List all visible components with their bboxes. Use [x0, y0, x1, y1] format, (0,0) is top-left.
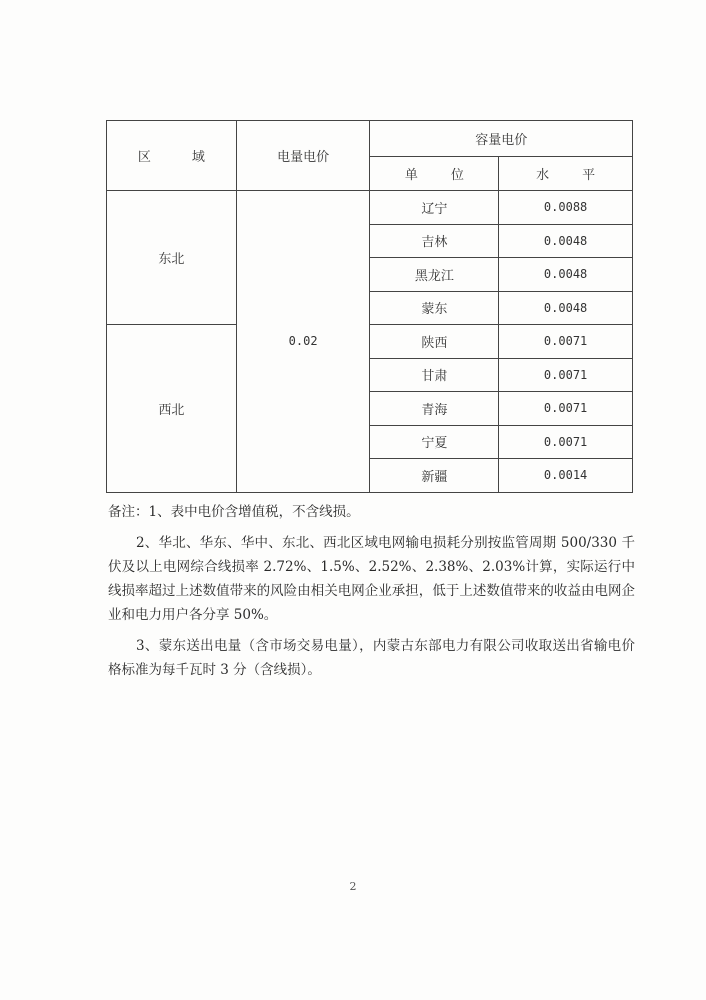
level-cell: 0.0071 — [499, 358, 633, 392]
region-cell-northwest: 西北 — [107, 325, 237, 493]
level-cell: 0.0048 — [499, 258, 633, 292]
page-number: 2 — [349, 880, 357, 893]
energy-price-cell: 0.02 — [236, 191, 370, 493]
header-unit: 单 位 — [370, 157, 499, 191]
level-cell: 0.0071 — [499, 325, 633, 359]
header-energy-price: 电量电价 — [236, 121, 370, 191]
level-cell: 0.0088 — [499, 191, 633, 225]
unit-cell: 陕西 — [370, 325, 499, 359]
level-cell: 0.0071 — [499, 425, 633, 459]
unit-cell: 吉林 — [370, 224, 499, 258]
unit-cell: 甘肃 — [370, 358, 499, 392]
level-cell: 0.0014 — [499, 459, 633, 493]
unit-cell: 蒙东 — [370, 291, 499, 325]
note-3: 3、蒙东送出电量（含市场交易电量），内蒙古东部电力有限公司收取送出省输电价格标准为每千瓦时 3 分（含线损）。 — [108, 638, 635, 678]
unit-cell: 辽宁 — [370, 191, 499, 225]
level-cell: 0.0048 — [499, 224, 633, 258]
unit-cell: 黑龙江 — [370, 258, 499, 292]
unit-cell: 青海 — [370, 392, 499, 426]
header-level: 水 平 — [499, 157, 633, 191]
unit-cell: 新疆 — [370, 459, 499, 493]
unit-cell: 宁夏 — [370, 425, 499, 459]
tariff-table — [106, 120, 633, 493]
notes-section — [108, 500, 635, 682]
header-region: 区 域 — [107, 121, 237, 191]
note-2: 2、华北、华东、华中、东北、西北区域电网输电损耗分别按监管周期 500/330 千伏及以上电网综合线损率 2.72%、1.5%、2.52%、2.38%、2.03%计算，实际运行中线损率超过上述数值带来的风险由相关电网企业承担，低于上述数值带来的收益由电网企业和电力用户各分享 50%。 — [108, 535, 635, 623]
header-capacity-price: 容量电价 — [370, 121, 633, 157]
level-cell: 0.0048 — [499, 291, 633, 325]
note-1: 备注：1、表中电价含增值税，不含线损。 — [108, 504, 360, 520]
region-cell-northeast: 东北 — [107, 191, 237, 325]
level-cell: 0.0071 — [499, 392, 633, 426]
